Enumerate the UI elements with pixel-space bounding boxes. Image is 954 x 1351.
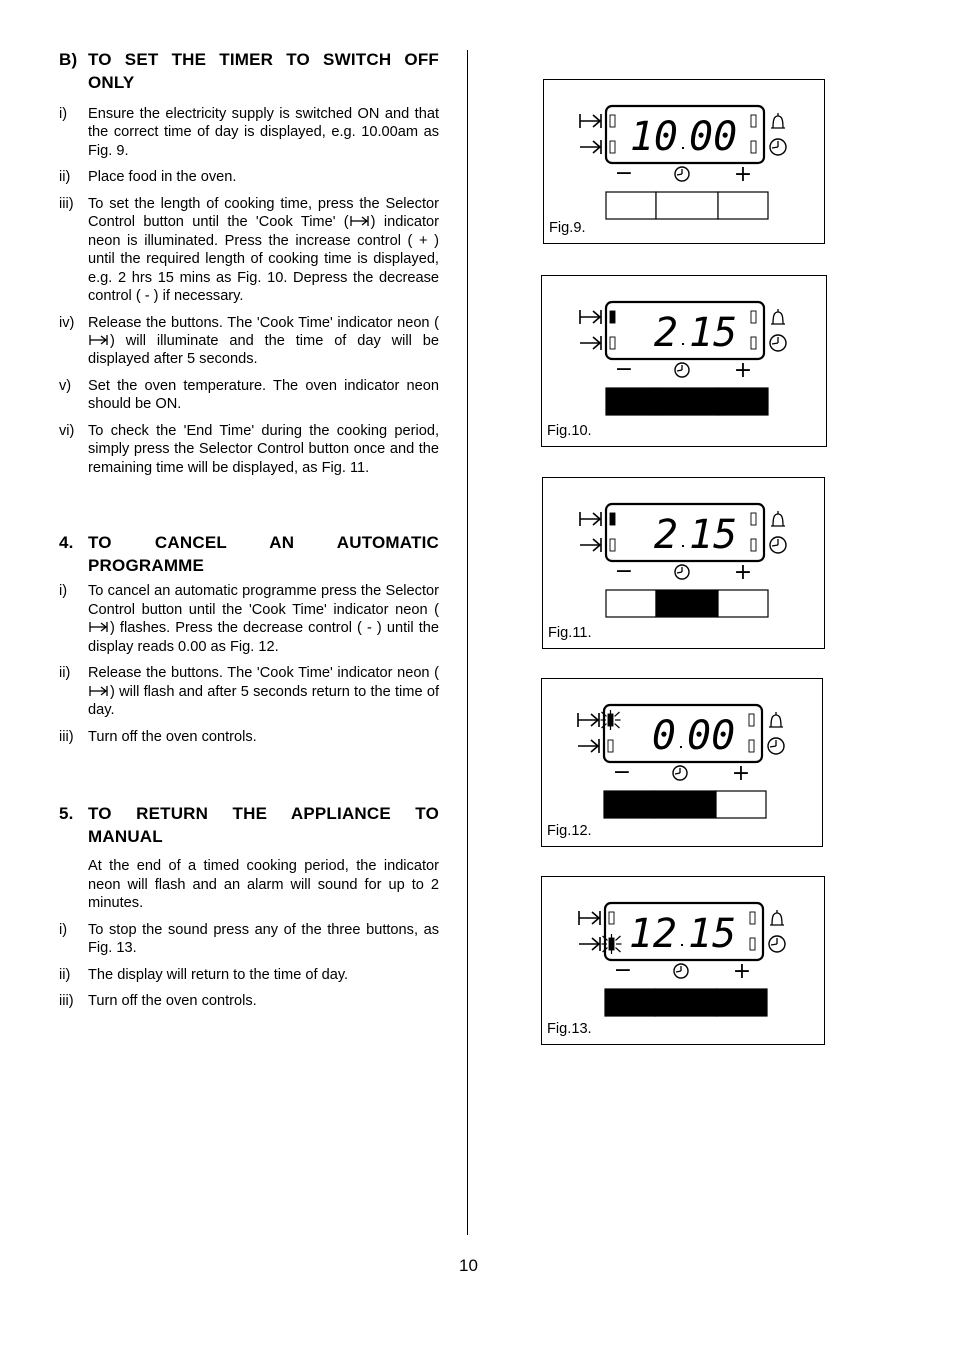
section-intro: At the end of a timed cooking period, the indicator neon will flash and an alarm will sound for up to 2 minutes. [88, 858, 439, 912]
item-number: iii) [59, 728, 74, 745]
display-minutes: 00 [689, 114, 738, 160]
instructions-column [59, 48, 439, 1019]
item-text: Turn off the oven controls. [88, 728, 257, 745]
selector-clock-icon [674, 964, 688, 978]
section-number: 4. [59, 533, 74, 553]
item-text-part: Release the buttons. The 'Cook Time' indicator neon ( [88, 665, 439, 682]
item-text: To stop the sound press any of the three buttons, as Fig. 13. [88, 921, 439, 957]
section-5-heading [59, 802, 439, 848]
figure-label: Fig.12. [547, 823, 592, 839]
list-item [59, 195, 439, 305]
alarm-neon [751, 513, 756, 525]
selector-button [656, 388, 718, 415]
alarm-neon [751, 311, 756, 323]
list-item [59, 422, 439, 477]
display-minutes: 15 [688, 911, 737, 957]
end-time-neon [610, 141, 615, 153]
item-number: i) [59, 583, 68, 600]
item-text: Set the oven temperature. The oven indicator neon should be ON. [88, 378, 439, 413]
selector-clock-icon [675, 565, 689, 579]
item-text: To check the 'End Time' during the cooking period, simply press the Selector Control button once and the remaining time will be displayed, as Fig. 11. [88, 423, 439, 476]
increase-button [718, 590, 768, 617]
selector-button [654, 791, 716, 818]
plus-label: + [731, 761, 751, 786]
increase-button [716, 791, 766, 818]
item-text-part: ) indicator neon is illuminated. Press the increase control ( + ) until the required length of cooking time is displayed, e.g. 2 hrs 15 mins as Fig. 10. Depress the decrease control ( - ) if necessary. [88, 214, 440, 305]
end-time-neon [602, 934, 622, 954]
selector-button [656, 192, 718, 219]
cook-time-icon [578, 713, 599, 727]
end-time-icon [580, 336, 601, 350]
display-hours: 2 [653, 512, 678, 558]
clock-neon [750, 938, 755, 950]
display-separator [682, 147, 684, 149]
section-title: TO SET THE TIMER TO SWITCH OFF ONLY [88, 50, 439, 92]
display-minutes: 15 [689, 310, 738, 356]
cook-time-icon [88, 685, 110, 697]
item-text-part: ) flashes. Press the decrease control ( - ) until the display reads 0.00 as Fig. 12. [88, 620, 439, 655]
list-item [59, 966, 439, 984]
cook-time-neon [601, 710, 621, 730]
cook-time-neon [610, 513, 615, 525]
list-item [59, 921, 439, 958]
item-number: v) [59, 378, 72, 395]
section-number: B) [59, 50, 78, 69]
item-text-part: ) will flash and after 5 seconds return to the time of day. [88, 683, 439, 719]
increase-button [717, 989, 767, 1016]
minus-label: − [613, 958, 633, 983]
item-number: iv) [59, 314, 75, 331]
display-separator [680, 746, 682, 748]
figure-label: Fig.13. [547, 1021, 592, 1037]
section-title: TO CANCEL AN AUTOMATIC PROGRAMME [88, 533, 439, 576]
display-separator [681, 944, 683, 946]
selector-clock-icon [675, 363, 689, 377]
clock-icon [770, 139, 786, 155]
minus-label: − [614, 357, 634, 382]
item-text-part: Release the buttons. The 'Cook Time' indicator neon ( [88, 314, 439, 331]
item-text-part: To set the length of cooking time, press the Selector Control button until the 'Cook Time' ( [88, 196, 439, 231]
lcd-display [604, 705, 762, 762]
section-title: TO RETURN THE APPLIANCE TO MANUAL [88, 804, 439, 847]
item-number: iii) [59, 196, 74, 212]
item-text [88, 664, 439, 719]
decrease-button [606, 388, 656, 415]
display-hours: 12 [628, 911, 677, 957]
list-item [59, 314, 439, 369]
item-number: ii) [59, 665, 71, 682]
decrease-button [604, 791, 654, 818]
decrease-button [605, 989, 655, 1016]
figure-12 [541, 678, 823, 847]
selector-clock-icon [673, 766, 687, 780]
display-minutes: 00 [687, 713, 736, 759]
list-item [59, 582, 439, 656]
alarm-neon [750, 912, 755, 924]
item-text [88, 314, 439, 369]
cook-time-icon [580, 310, 601, 324]
cook-time-neon [609, 912, 614, 924]
minus-label: − [614, 559, 634, 584]
bell-icon [771, 113, 785, 128]
item-number: ii) [59, 169, 71, 186]
item-text: Turn off the oven controls. [88, 993, 257, 1010]
plus-label: + [733, 358, 753, 383]
item-text: Place food in the oven. [88, 169, 237, 186]
bell-icon [770, 910, 784, 925]
clock-neon [751, 539, 756, 551]
display-hours: 10 [629, 114, 678, 160]
clock-neon [751, 141, 756, 153]
item-text-part: To cancel an automatic programme press the Selector Control button until the 'Cook Time' indicator neon ( [88, 583, 439, 618]
minus-label: − [612, 760, 632, 785]
alarm-neon [751, 115, 756, 127]
minus-label: − [614, 161, 634, 186]
figure-label: Fig.10. [547, 423, 592, 439]
end-time-icon [578, 739, 599, 753]
cook-time-neon [610, 115, 615, 127]
lcd-display [606, 504, 764, 561]
display-separator [682, 343, 684, 345]
list-item [59, 105, 439, 160]
item-text: The display will return to the time of day. [88, 966, 349, 983]
clock-icon [770, 335, 786, 351]
clock-icon [768, 738, 784, 754]
figure-label: Fig.11. [548, 625, 592, 641]
list-item [59, 992, 439, 1010]
cook-time-icon [580, 114, 601, 128]
cook-time-icon [88, 621, 110, 633]
page-number: 10 [459, 1256, 478, 1275]
display-hours: 2 [653, 310, 678, 356]
figure-11 [542, 477, 825, 649]
end-time-neon [610, 539, 615, 551]
item-text [88, 195, 439, 305]
cook-time-neon [610, 311, 615, 323]
display-minutes: 15 [689, 512, 738, 558]
increase-button [718, 388, 768, 415]
bell-icon [769, 712, 783, 727]
figure-label: Fig.9. [549, 220, 586, 236]
selector-button [656, 590, 718, 617]
clock-neon [749, 740, 754, 752]
figure-13 [541, 876, 825, 1045]
item-text [88, 582, 439, 656]
item-number: vi) [59, 423, 75, 440]
selector-clock-icon [675, 167, 689, 181]
display-separator [682, 545, 684, 547]
item-text-part: ) will illuminate and the time of day will be displayed after 5 seconds. [88, 333, 439, 368]
end-time-icon [579, 937, 600, 951]
end-time-icon [580, 538, 601, 552]
cook-time-icon [349, 215, 371, 227]
cook-time-icon [579, 911, 600, 925]
clock-icon [770, 537, 786, 553]
alarm-neon [749, 714, 754, 726]
figure-10 [541, 275, 827, 447]
increase-button [718, 192, 768, 219]
list-item [59, 664, 439, 719]
item-number: i) [59, 106, 68, 122]
cook-time-icon [88, 334, 110, 346]
decrease-button [606, 590, 656, 617]
column-divider [467, 50, 468, 1235]
figure-9 [543, 79, 825, 244]
end-time-icon [580, 140, 601, 154]
clock-icon [769, 936, 785, 952]
item-number: ii) [59, 966, 71, 983]
clock-neon [751, 337, 756, 349]
plus-label: + [733, 560, 753, 585]
section-4-heading [59, 531, 439, 577]
list-item [59, 728, 439, 746]
section-number: 5. [59, 804, 74, 824]
bell-icon [771, 309, 785, 324]
list-item [59, 377, 439, 414]
plus-label: + [732, 959, 752, 984]
lcd-display [606, 302, 764, 359]
end-time-neon [608, 740, 613, 752]
selector-button [655, 989, 717, 1016]
plus-label: + [733, 162, 753, 187]
item-number: iii) [59, 993, 74, 1010]
item-text: Ensure the electricity supply is switched ON and that the correct time of day is displayed, e.g. 10.00am as Fig. 9. [88, 106, 439, 159]
item-number: i) [59, 921, 68, 938]
end-time-neon [610, 337, 615, 349]
display-hours: 0 [651, 713, 676, 759]
cook-time-icon [580, 512, 601, 526]
list-item [59, 168, 439, 186]
section-b-heading [59, 48, 439, 94]
bell-icon [771, 511, 785, 526]
decrease-button [606, 192, 656, 219]
